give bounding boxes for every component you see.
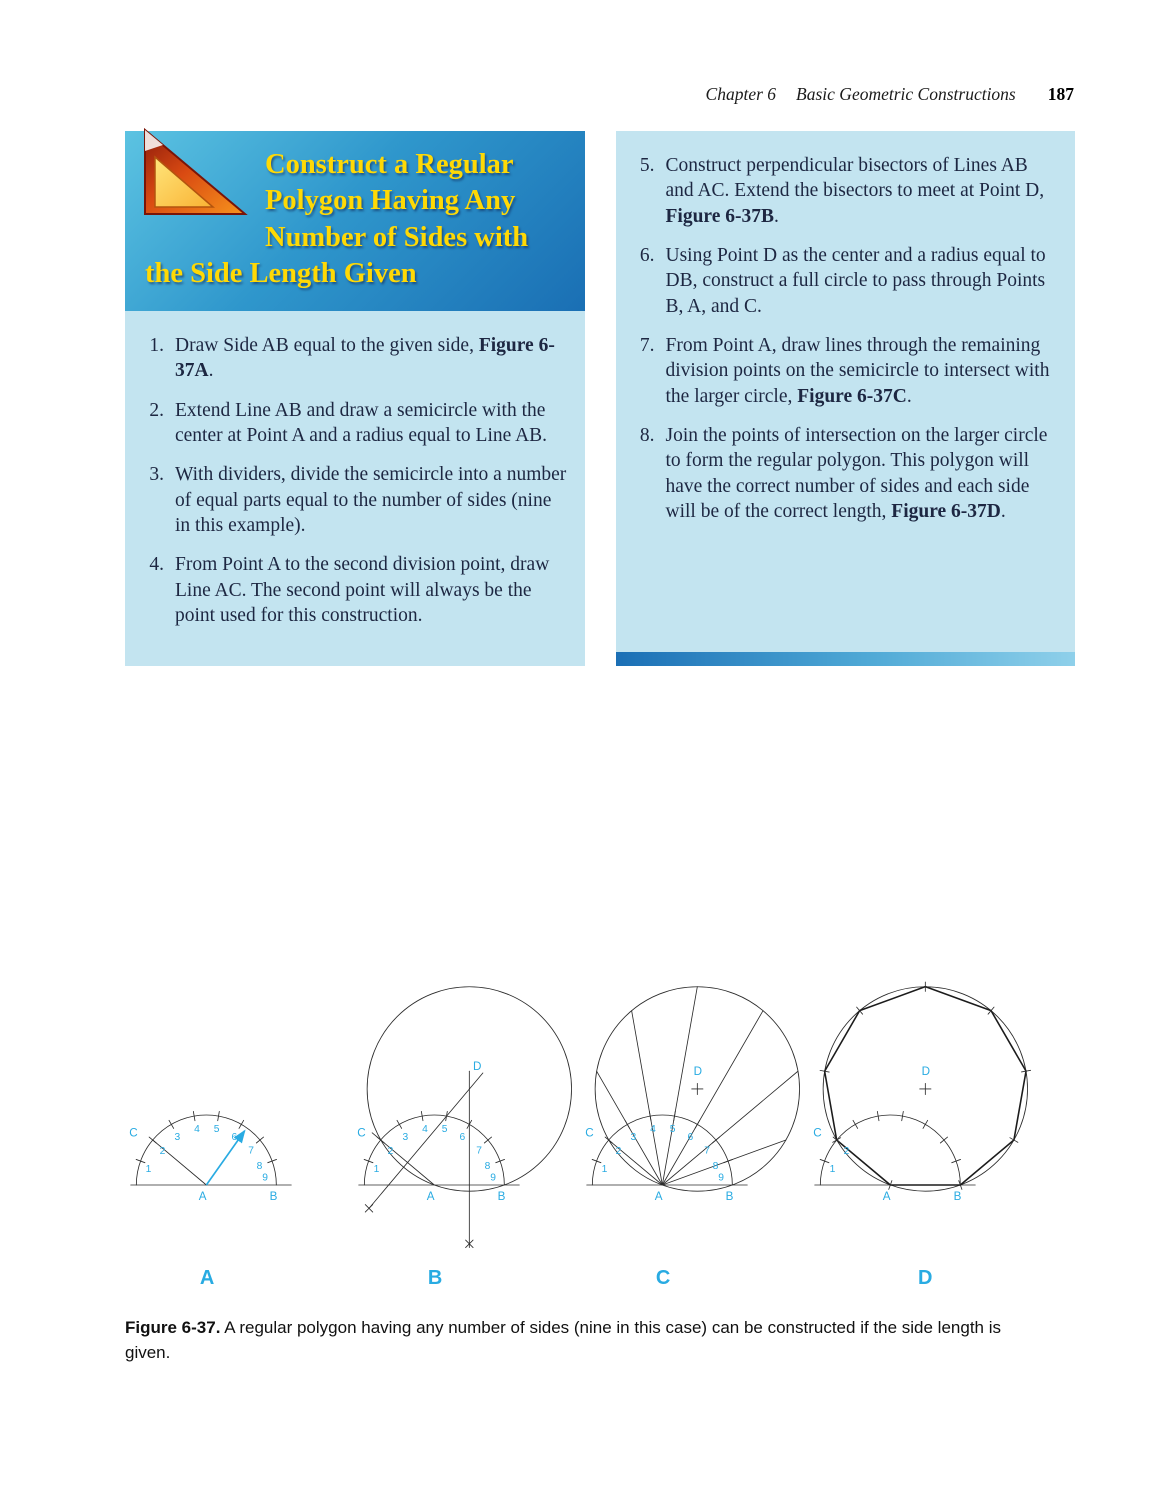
division-number: 7	[248, 1145, 254, 1157]
construction-diagram-c	[581, 975, 809, 1255]
division-number: 9	[490, 1172, 496, 1184]
point-label-a: A	[882, 1189, 891, 1203]
step-text: From Point A, draw lines through the remaining division points on the semicircle to intersect with the larger circle, Figure 6-37C.	[665, 335, 1050, 407]
point-label-b: B	[725, 1189, 734, 1203]
point-label-b: B	[953, 1189, 962, 1203]
division-number: 5	[441, 1123, 448, 1135]
figure-panel-d	[809, 975, 1037, 1289]
procedure-step	[137, 552, 569, 628]
step-text: Construct perpendicular bisectors of Lines AB and AC. Extend the bisectors to meet at Point D, Figure 6-37B.	[665, 155, 1045, 227]
step-text: From Point A to the second division point, draw Line AC. The second point will always be the point used for this construction.	[175, 554, 550, 627]
step-number: 8.	[639, 425, 655, 447]
division-number: 5	[213, 1123, 220, 1135]
step-number: 3.	[149, 464, 164, 486]
figure-panel-a	[125, 975, 353, 1289]
division-number: 3	[174, 1132, 181, 1144]
division-number: 3	[402, 1132, 409, 1144]
division-number: 1	[373, 1163, 380, 1175]
point-label-d: D	[473, 1060, 482, 1074]
division-number: 2	[843, 1146, 850, 1158]
step-number: 5.	[639, 155, 655, 176]
center-plus-mark	[692, 1083, 703, 1094]
left-column	[125, 131, 585, 666]
division-number: 7	[476, 1145, 482, 1157]
division-number: 2	[159, 1146, 166, 1158]
chapter-label: Chapter 6	[705, 84, 777, 104]
perpendicular-bisector-ac	[369, 1073, 483, 1208]
division-number: 6	[231, 1132, 238, 1144]
steps-list-right	[628, 153, 1060, 524]
division-number: 6	[687, 1132, 694, 1144]
division-number: 2	[387, 1146, 394, 1158]
division-number: 4	[422, 1123, 428, 1135]
steps-box-right	[616, 131, 1076, 652]
division-number: 9	[262, 1172, 268, 1184]
drafting-triangle-graphic	[141, 127, 253, 217]
content-columns	[125, 131, 1075, 666]
division-number: 8	[712, 1161, 719, 1173]
step-text: Draw Side AB equal to the given side, Figure 6-37A.	[175, 335, 555, 382]
step-number: 1.	[149, 335, 164, 356]
construction-diagram-b	[353, 975, 581, 1255]
right-column	[616, 131, 1076, 666]
point-label-a: A	[654, 1189, 663, 1203]
point-label-c: C	[813, 1126, 822, 1140]
baseline-and-semicircle	[815, 1115, 976, 1185]
right-column-accent-bar	[616, 652, 1076, 666]
figure-caption	[125, 1316, 1030, 1365]
step-text: Using Point D as the center and a radius equal to DB, construct a full circle to pass through Points B, A, and C.	[665, 245, 1046, 317]
center-plus-mark	[920, 1083, 931, 1094]
procedure-step	[628, 153, 1060, 229]
division-number: 8	[256, 1161, 263, 1173]
point-label-a: A	[198, 1189, 207, 1203]
construction-diagram-a	[125, 975, 353, 1255]
chapter-title: Basic Geometric Constructions	[796, 84, 1016, 104]
division-numbers	[374, 1124, 497, 1184]
figure-panel-b	[353, 975, 581, 1289]
construction-cross-marks	[365, 1205, 473, 1248]
step-text: With dividers, divide the semicircle into a number of equal parts equal to the number of sides (nine in this example).	[175, 464, 567, 537]
point-label-d: D	[693, 1064, 703, 1078]
figure-panel-c	[581, 975, 809, 1289]
step-text: Extend Line AB and draw a semicircle with the center at Point A and a radius equal to Line AB.	[175, 399, 548, 447]
division-numbers	[830, 1146, 850, 1175]
figure-panel-label-d: D	[918, 1267, 933, 1289]
figure-panel-label-a: A	[199, 1267, 215, 1289]
division-number: 9	[718, 1172, 724, 1184]
division-number: 8	[484, 1161, 491, 1173]
procedure-title-box	[125, 131, 585, 311]
figure-panel-label-c: C	[655, 1267, 671, 1289]
division-number: 4	[650, 1123, 656, 1135]
figure-panel-label-b: B	[427, 1267, 443, 1289]
construction-diagram-d	[809, 975, 1037, 1255]
division-ticks	[364, 1111, 504, 1162]
figure-caption-text: A regular polygon having any number of sides (nine in this case) can be constructed if the side length is given.	[125, 1318, 1001, 1362]
division-number: 3	[630, 1132, 637, 1144]
division-number: 1	[145, 1163, 152, 1175]
division-ticks	[592, 1111, 732, 1162]
point-label-b: B	[497, 1189, 506, 1203]
steps-box-left	[125, 311, 585, 666]
step-text: Join the points of intersection on the larger circle to form the regular polygon. This polygon will have the correct number of sides and each side will be of the correct length, Figure 6-37D.	[665, 425, 1048, 523]
point-label-a: A	[426, 1189, 435, 1203]
division-number: 7	[704, 1145, 710, 1157]
division-numbers	[146, 1124, 269, 1184]
figure-6-37	[125, 975, 1037, 1289]
step-number: 4.	[149, 554, 164, 576]
page-number: 187	[1047, 84, 1074, 104]
procedure-step	[137, 333, 569, 384]
figure-caption-lead: Figure 6-37.	[125, 1318, 221, 1337]
point-label-c: C	[585, 1126, 594, 1140]
point-label-d: D	[921, 1064, 931, 1078]
procedure-step	[628, 333, 1060, 409]
point-label-c: C	[357, 1126, 366, 1140]
procedure-heading: Construct a Regular Polygon Having Any Number of Sides with the Side Length Given	[145, 149, 529, 290]
running-head	[706, 84, 1074, 105]
division-number: 1	[829, 1163, 836, 1175]
step-number: 6.	[639, 245, 655, 267]
procedure-step	[628, 423, 1060, 524]
step-number: 2.	[149, 399, 164, 421]
division-number: 6	[459, 1132, 466, 1144]
point-label-b: B	[269, 1189, 278, 1203]
drafting-triangle-icon	[141, 127, 253, 217]
division-numbers	[602, 1124, 725, 1184]
procedure-step	[628, 243, 1060, 319]
step-number: 7.	[639, 335, 655, 357]
point-label-c: C	[129, 1126, 138, 1140]
compass-direction-arrow	[206, 1131, 244, 1185]
division-number: 2	[615, 1146, 622, 1158]
division-number: 4	[194, 1123, 200, 1135]
procedure-step	[137, 462, 569, 538]
steps-list-left	[137, 333, 569, 628]
division-ticks	[136, 1111, 276, 1162]
division-number: 1	[601, 1163, 608, 1175]
division-ticks	[820, 1111, 960, 1162]
division-number: 5	[669, 1123, 676, 1135]
procedure-step	[137, 398, 569, 449]
